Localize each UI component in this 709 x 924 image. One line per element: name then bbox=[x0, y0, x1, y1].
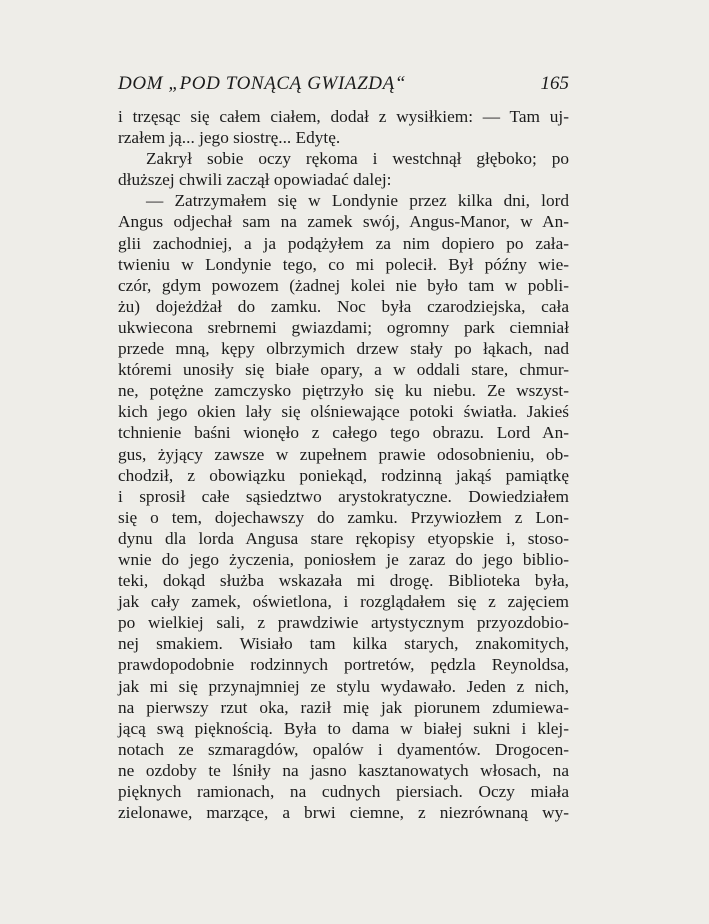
text-line: teki, dokąd służba wskazała mi drogę. Biblioteka była, bbox=[118, 571, 569, 591]
text-line: na pierwszy rzut oka, raził mię jak piorunem zdumiewa- bbox=[118, 697, 569, 717]
text-line: kich jego okien lały się olśniewające potoki światła. Jakieś bbox=[118, 402, 569, 422]
text-line: dynu dla lorda Angusa stare rękopisy etyopskie i, stoso- bbox=[118, 528, 569, 548]
text-line: ne, potężne zamczysko piętrzyło się ku niebu. Ze wszyst- bbox=[118, 381, 569, 401]
text-line: Zakrył sobie oczy rękoma i westchnął głęboko; po bbox=[146, 149, 569, 169]
text-line: po wielkiej sali, z prawdziwie artystycznym przyozdobio- bbox=[118, 613, 569, 633]
text-line: czór, gdym powozem (żadnej kolei nie było tam w pobli- bbox=[118, 275, 569, 295]
text-line: zielonawe, marzące, a brwi ciemne, z niezrównaną wy- bbox=[118, 803, 569, 823]
text-line: i trzęsąc się całem ciałem, dodał z wysiłkiem: — Tam uj- bbox=[118, 107, 569, 126]
text-line: jącą swą pięknością. Była to dama w białej sukni i klej- bbox=[118, 718, 569, 738]
text-line: przede mną, kępy olbrzymich drzew stały po łąkach, nad bbox=[118, 339, 569, 359]
running-head bbox=[118, 73, 569, 97]
text-line: pięknych ramionach, na cudnych piersiach. Oczy miała bbox=[118, 782, 569, 801]
text-line: notach ze szmaragdów, opalów i dyamentów. Drogocen- bbox=[118, 739, 569, 759]
text-line: chodził, z obowiązku poniekąd, rodzinną jakąś pamiątkę bbox=[118, 465, 569, 485]
text-line: rzałem ją... jego siostrę... Edytę. bbox=[118, 128, 341, 148]
text-line: Angus odjechał sam na zamek swój, Angus-Manor, w An- bbox=[118, 212, 569, 232]
text-line: żu) dojeżdżał do zamku. Noc była czarodziejska, cała bbox=[118, 296, 569, 316]
text-line: dłuższej chwili zaczął opowiadać dalej: bbox=[118, 170, 392, 190]
text-line: twieniu w Londynie tego, co mi polecił. Był późny wie- bbox=[118, 254, 569, 274]
running-title: DOM „POD TONĄCĄ GWIAZDĄ“ bbox=[118, 73, 406, 94]
text-line: i sprosił całe sąsiedztwo arystokratyczne. Dowiedziałem bbox=[118, 486, 569, 506]
text-line: wnie do jego życzenia, poniosłem je zaraz do jego biblio- bbox=[118, 549, 569, 569]
page-number: 165 bbox=[540, 73, 569, 94]
text-line: tchnienie baśni wionęło z całego tego obrazu. Lord An- bbox=[118, 423, 569, 443]
text-line: glii zachodniej, a ja podążyłem za nim dopiero po zała- bbox=[118, 233, 569, 253]
text-line: gus, żyjący zawsze w zupełnem prawie odosobnieniu, ob- bbox=[118, 444, 569, 464]
text-line: jak cały zamek, oświetlona, i rozglądałem się z zajęciem bbox=[118, 592, 569, 612]
text-line: prawdopodobnie rodzinnych portretów, pędzla Reynoldsa, bbox=[118, 655, 569, 675]
text-line: jak mi się przynajmniej ze stylu wydawało. Jeden z nich, bbox=[118, 676, 569, 696]
text-line: ukwiecona srebrnemi gwiazdami; ogromny park ciemniał bbox=[118, 317, 569, 337]
text-line: ne ozdoby te lśniły na jasno kasztanowatych włosach, na bbox=[118, 760, 569, 780]
text-line: się o tem, dojechawszy do zamku. Przywiozłem z Lon- bbox=[118, 507, 569, 527]
text-line: — Zatrzymałem się w Londynie przez kilka dni, lord bbox=[146, 191, 569, 211]
text-line: któremi unosiły się białe opary, a w oddali stare, chmur- bbox=[118, 360, 569, 380]
body-text bbox=[118, 106, 569, 823]
text-line: nej smakiem. Wisiało tam kilka starych, znakomitych, bbox=[118, 634, 569, 654]
